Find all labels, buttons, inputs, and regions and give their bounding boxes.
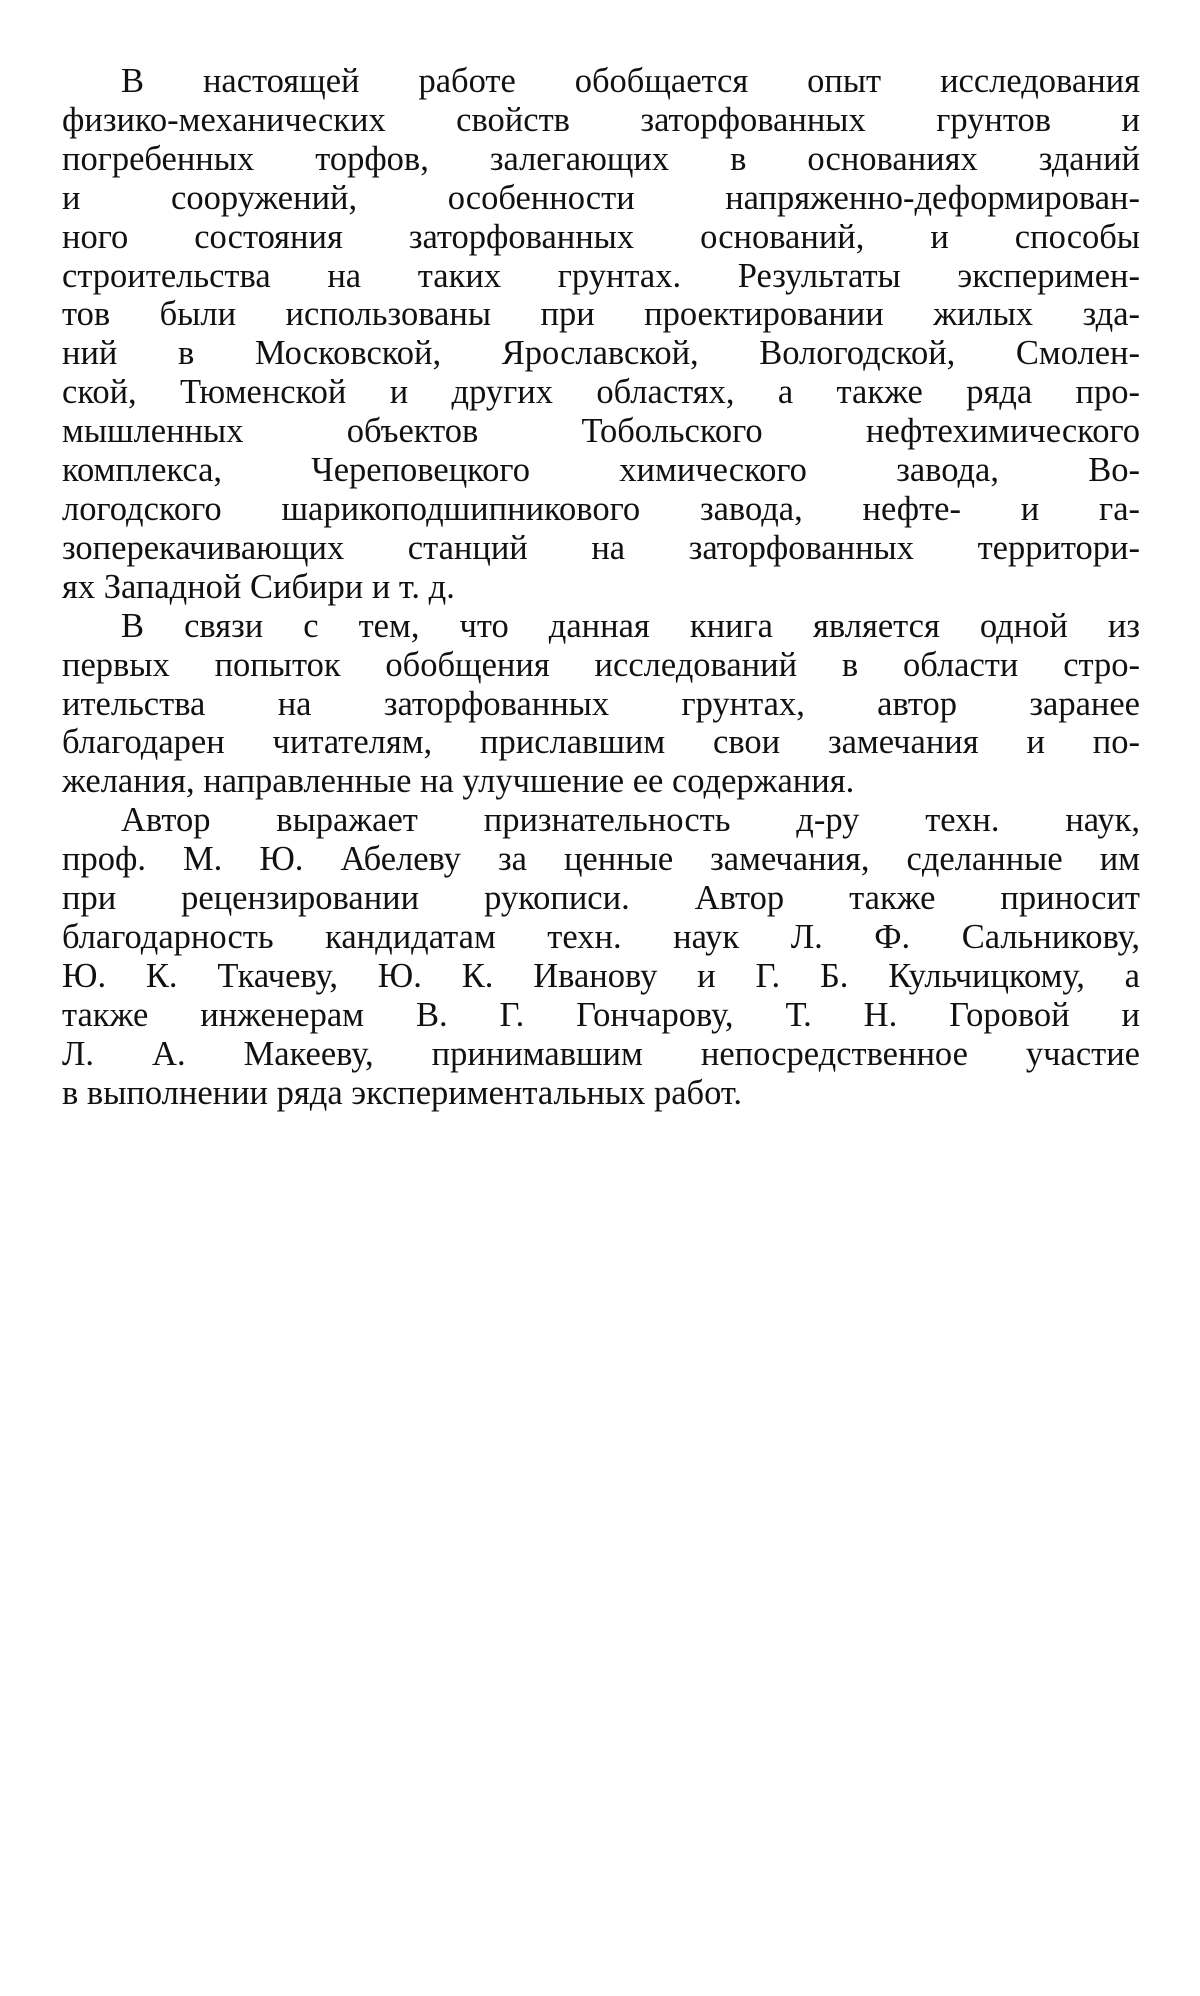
paragraph-1 [62, 62, 1140, 607]
text-line: первых попыток обобщения исследований в области стро- [62, 645, 1140, 684]
text-line: комплекса, Череповецкого химического завода, Во- [62, 451, 1140, 490]
text-line: также инженерам В. Г. Гончарову, Т. Н. Горовой и [62, 995, 1140, 1034]
text-line: ительства на заторфованных грунтах, автор заранее [62, 684, 1140, 723]
text-line: зоперекачивающих станций на заторфованных территори- [62, 528, 1140, 567]
text-line: ний в Московской, Ярославской, Вологодской, Смолен- [62, 334, 1140, 373]
text-line: Автор выражает признательность д-ру техн. наук, [121, 801, 1140, 840]
text-line: благодарность кандидатам техн. наук Л. Ф. Сальникову, [62, 917, 1140, 956]
paragraph-3 [62, 801, 1140, 1112]
text-line: погребенных торфов, залегающих в основаниях зданий [62, 139, 1140, 178]
text-line: мышленных объектов Тобольского нефтехимического [62, 412, 1140, 451]
text-line: строительства на таких грунтах. Результаты эксперимен- [62, 256, 1140, 295]
document-page [62, 62, 1140, 1112]
text-line: и сооружений, особенности напряженно-деформирован- [62, 178, 1140, 217]
text-line: в выполнении ряда экспериментальных работ. [62, 1073, 742, 1112]
text-line: благодарен читателям, приславшим свои замечания и по- [62, 723, 1140, 762]
text-line: В настоящей работе обобщается опыт исследования [121, 62, 1140, 100]
text-line: В связи с тем, что данная книга является одной из [121, 606, 1140, 645]
text-line: при рецензировании рукописи. Автор также приносит [62, 879, 1140, 918]
text-line: ской, Тюменской и других областях, а также ряда про- [62, 373, 1140, 412]
text-line: Ю. К. Ткачеву, Ю. К. Иванову и Г. Б. Кульчицкому, а [62, 956, 1140, 995]
text-line: проф. М. Ю. Абелеву за ценные замечания, сделанные им [62, 840, 1140, 879]
text-line: желания, направленные на улучшение ее содержания. [62, 762, 855, 801]
text-line: ях Западной Сибири и т. д. [62, 567, 455, 606]
text-line: тов были использованы при проектировании жилых зда- [62, 295, 1140, 334]
paragraph-2 [62, 607, 1140, 802]
text-line: логодского шарикоподшипникового завода, нефте- и га- [62, 489, 1140, 528]
text-line: Л. А. Макееву, принимавшим непосредственное участие [62, 1034, 1140, 1073]
text-line: физико-механических свойств заторфованных грунтов и [62, 100, 1140, 139]
text-line: ного состояния заторфованных оснований, и способы [62, 217, 1140, 256]
